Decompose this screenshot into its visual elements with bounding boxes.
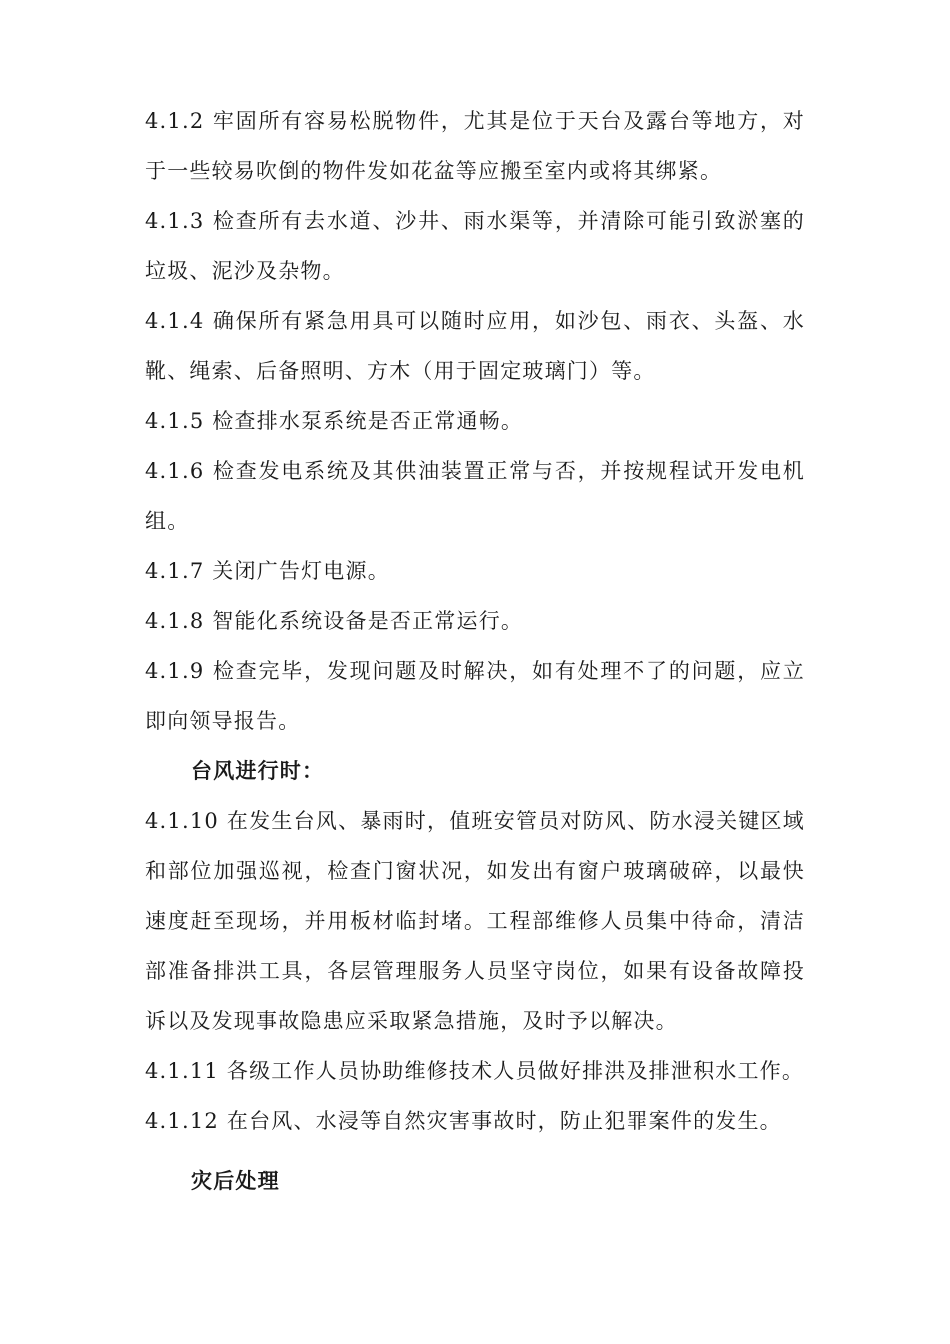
paragraph-4-1-11: 4.1.11 各级工作人员协助维修技术人员做好排洪及排泄积水工作。: [145, 1059, 805, 1083]
paragraph-4-1-6: 4.1.6 检查发电系统及其供油装置正常与否，并按规程试开发电机组。: [145, 459, 805, 533]
paragraph-4-1-7: 4.1.7 关闭广告灯电源。: [145, 559, 390, 583]
paragraph-4-1-4: 4.1.4 确保所有紧急用具可以随时应用，如沙包、雨衣、头盔、水靴、绳索、后备照明、方木（用于固定玻璃门）等。: [145, 309, 805, 383]
paragraph-4-1-5: 4.1.5 检查排水泵系统是否正常通畅。: [145, 409, 524, 433]
paragraph-4-1-3: 4.1.3 检查所有去水道、沙井、雨水渠等，并清除可能引致淤塞的垃圾、泥沙及杂物。: [145, 209, 805, 283]
paragraph-4-1-10: 4.1.10 在发生台风、暴雨时，值班安管员对防风、防水浸关键区域和部位加强巡视，检查门窗状况，如发出有窗户玻璃破碎，以最快速度赶至现场，并用板材临封堵。工程部维修人员集中待命，清洁部准备排洪工具，各层管理服务人员坚守岗位，如果有设备故障投诉以及发现事故隐患应采取紧急措施，及时予以解决。: [145, 809, 805, 1033]
paragraph-4-1-12: 4.1.12 在台风、水浸等自然灾害事故时，防止犯罪案件的发生。: [145, 1109, 782, 1133]
document-body: [145, 96, 805, 1206]
paragraph-4-1-8: 4.1.8 智能化系统设备是否正常运行。: [145, 609, 524, 633]
section-heading-during-typhoon: 台风进行时：: [191, 759, 325, 783]
paragraph-4-1-2: 4.1.2 牢固所有容易松脱物件，尤其是位于天台及露台等地方，对于一些较易吹倒的物件发如花盆等应搬至室内或将其绑紧。: [145, 109, 805, 183]
paragraph-4-1-9: 4.1.9 检查完毕，发现问题及时解决，如有处理不了的问题，应立即向领导报告。: [145, 659, 805, 733]
section-heading-after-disaster: 灾后处理: [191, 1169, 280, 1193]
